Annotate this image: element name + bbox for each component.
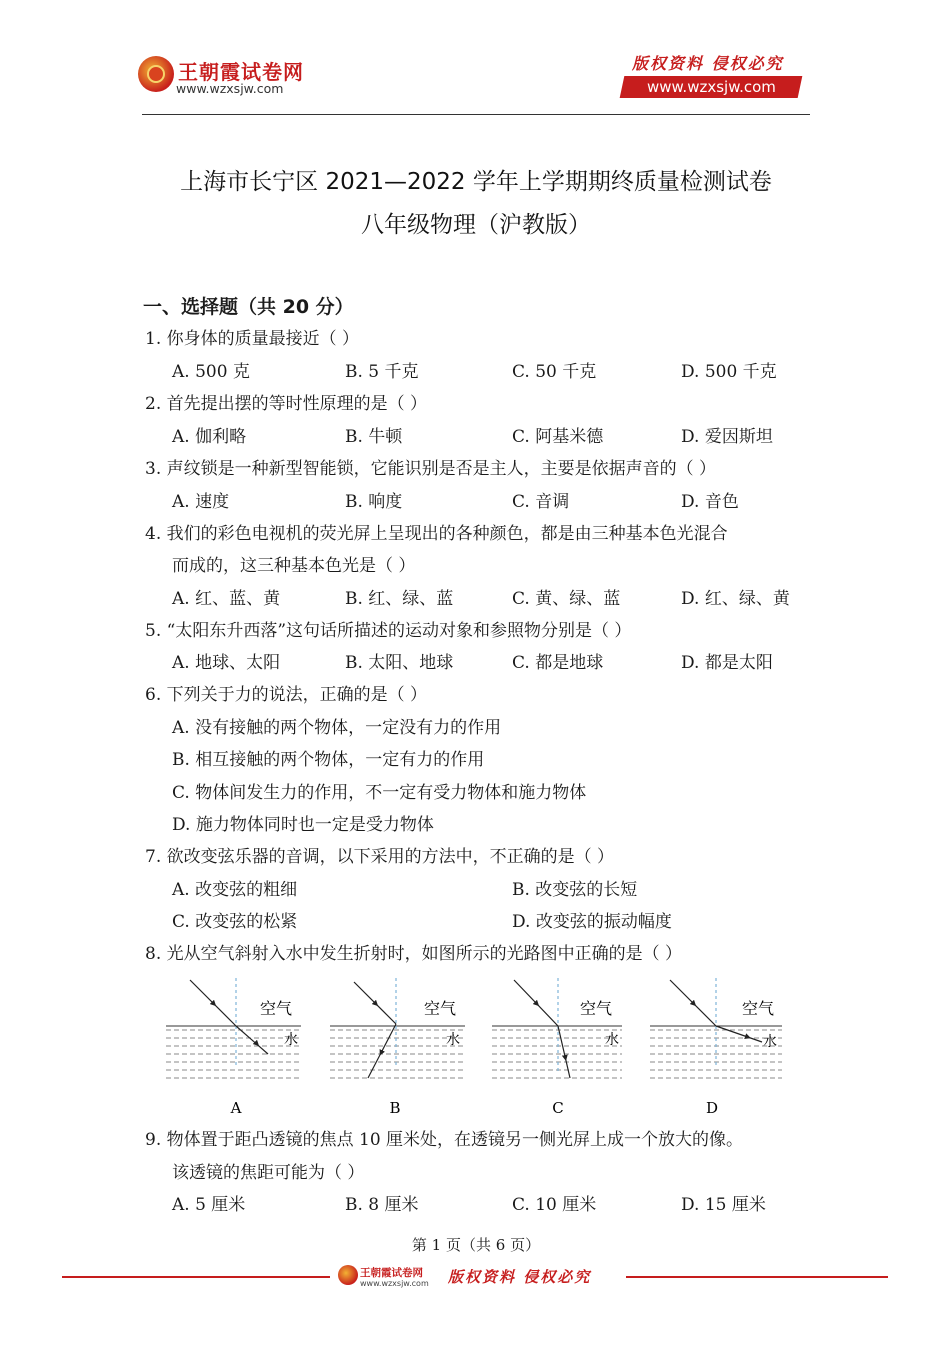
q7-option-b: B. 改变弦的长短	[512, 880, 638, 900]
air-label-a: 空气	[260, 999, 293, 1018]
copyright-url: www.wzxsjw.com	[646, 78, 776, 96]
copyright-url-banner	[620, 76, 803, 98]
footer-logo-name: 王朝霞试卷网	[360, 1267, 423, 1279]
question-3-stem: 3. 声纹锁是一种新型智能锁，它能识别是否是主人，主要是依据声音的（ ）	[145, 459, 717, 479]
brand-logo-badge	[138, 56, 174, 92]
q5-option-c: C. 都是地球	[512, 653, 604, 673]
caption-c: C	[552, 1099, 564, 1117]
exam-title: 上海市长宁区 2021—2022 学年上学期期终质量检测试卷	[180, 169, 772, 195]
caption-b: B	[389, 1099, 401, 1117]
question-7-stem: 7. 欲改变弦乐器的音调，以下采用的方法中，不正确的是（ ）	[145, 847, 615, 867]
q5-option-a: A. 地球、太阳	[172, 653, 281, 673]
q4-option-b: B. 红、绿、蓝	[345, 589, 454, 609]
q7-option-c: C. 改变弦的松紧	[172, 912, 298, 932]
q9-option-a: A. 5 厘米	[172, 1195, 246, 1215]
water-label-d: 水	[763, 1034, 777, 1050]
water-region-a	[166, 1026, 301, 1084]
refraction-diagrams	[166, 978, 806, 1128]
q5-option-b: B. 太阳、地球	[345, 653, 454, 673]
question-4-stem-cont: 而成的，这三种基本色光是（ ）	[172, 556, 416, 576]
air-label-d: 空气	[742, 999, 775, 1018]
q1-option-b: B. 5 千克	[345, 362, 419, 382]
diagram-a	[166, 978, 301, 1084]
q6-option-b: B. 相互接触的两个物体，一定有力的作用	[172, 750, 485, 770]
q1-option-d: D. 500 千克	[681, 362, 777, 382]
footer-slogan: 版权资料 侵权必究	[448, 1268, 592, 1286]
question-2-stem: 2. 首先提出摆的等时性原理的是（ ）	[145, 394, 428, 414]
question-1-stem: 1. 你身体的质量最接近（ ）	[145, 329, 360, 349]
q6-option-c: C. 物体间发生力的作用，不一定有受力物体和施力物体	[172, 783, 587, 803]
brand-logo-url: www.wzxsjw.com	[176, 81, 284, 96]
caption-d: D	[705, 1099, 719, 1117]
question-5-stem: 5. “太阳东升西落”这句话所描述的运动对象和参照物分别是（ ）	[145, 621, 632, 641]
water-region-b	[330, 1026, 465, 1084]
water-label-b: 水	[446, 1032, 460, 1048]
diagram-b	[330, 978, 465, 1084]
brand-logo-name: 王朝霞试卷网	[178, 60, 304, 84]
air-label-b: 空气	[424, 999, 457, 1018]
q6-option-a: A. 没有接触的两个物体，一定没有力的作用	[172, 718, 502, 738]
q4-option-c: C. 黄、绿、蓝	[512, 589, 621, 609]
q9-option-b: B. 8 厘米	[345, 1195, 419, 1215]
footer-logo-url: www.wzxsjw.com	[360, 1279, 429, 1288]
q7-option-d: D. 改变弦的振动幅度	[512, 912, 672, 932]
footer-logo-badge	[338, 1265, 358, 1285]
q1-option-c: C. 50 千克	[512, 362, 597, 382]
q7-option-a: A. 改变弦的粗细	[172, 880, 298, 900]
q3-option-d: D. 音色	[681, 492, 739, 512]
q5-option-d: D. 都是太阳	[681, 653, 773, 673]
q9-option-c: C. 10 厘米	[512, 1195, 597, 1215]
question-8-stem: 8. 光从空气斜射入水中发生折射时，如图所示的光路图中正确的是（ ）	[145, 944, 683, 964]
q3-option-a: A. 速度	[172, 492, 230, 512]
q2-option-d: D. 爱因斯坦	[681, 427, 773, 447]
q1-option-a: A. 500 克	[172, 362, 250, 382]
question-9-stem: 9. 物体置于距凸透镜的焦点 10 厘米处，在透镜另一侧光屏上成一个放大的像。	[145, 1130, 744, 1150]
q2-option-b: B. 牛顿	[345, 427, 403, 447]
q4-option-d: D. 红、绿、黄	[681, 589, 790, 609]
q9-option-d: D. 15 厘米	[681, 1195, 766, 1215]
question-9-stem-cont: 该透镜的焦距可能为（ ）	[172, 1163, 365, 1183]
footer-rule-left	[62, 1276, 330, 1278]
q2-option-c: C. 阿基米德	[512, 427, 604, 447]
water-label-c: 水	[605, 1032, 619, 1048]
question-6-stem: 6. 下列关于力的说法，正确的是（ ）	[145, 685, 428, 705]
page-number: 第 1 页（共 6 页）	[411, 1236, 541, 1254]
question-4-stem: 4. 我们的彩色电视机的荧光屏上呈现出的各种颜色，都是由三种基本色光混合	[145, 524, 728, 544]
q4-option-a: A. 红、蓝、黄	[172, 589, 281, 609]
air-label-c: 空气	[580, 999, 613, 1018]
copyright-slogan: 版权资料 侵权必究	[632, 54, 784, 73]
q2-option-a: A. 伽利略	[172, 427, 247, 447]
water-label-a: 水	[284, 1032, 298, 1048]
footer-rule-right	[626, 1276, 888, 1278]
diagram-d	[650, 978, 782, 1084]
water-region-c	[492, 1026, 622, 1084]
section-heading: 一、选择题（共 20 分）	[143, 296, 354, 318]
q3-option-c: C. 音调	[512, 492, 570, 512]
header-divider	[142, 114, 810, 115]
diagram-c	[492, 978, 622, 1084]
q6-option-d: D. 施力物体同时也一定是受力物体	[172, 815, 434, 835]
exam-subtitle: 八年级物理（沪教版）	[361, 212, 591, 238]
caption-a: A	[230, 1099, 242, 1117]
q3-option-b: B. 响度	[345, 492, 403, 512]
